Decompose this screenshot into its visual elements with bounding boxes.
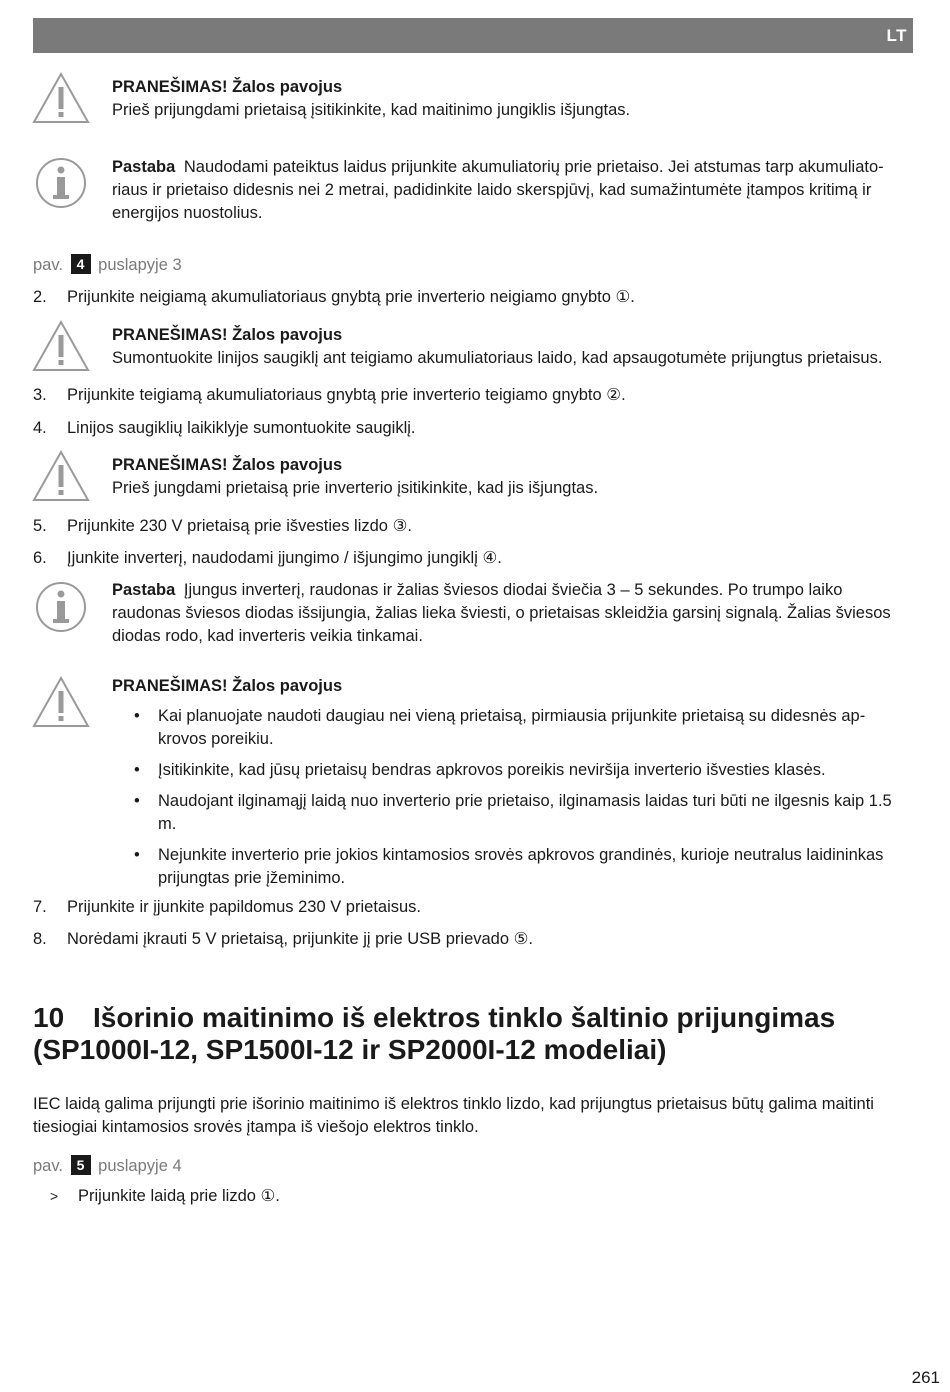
notice-text: Sumontuokite linijos saugiklį ant teigiamo akumuliatoriaus laido, kad apsaugotumėte prijungtus prietaisus. bbox=[112, 349, 883, 367]
step-3 bbox=[33, 384, 913, 407]
info-circle-icon bbox=[32, 581, 90, 633]
step-number: 7. bbox=[33, 898, 47, 916]
step-number: 2. bbox=[33, 288, 47, 306]
list-item: • Naudojant ilginamąjį laidą nuo inverterio prie prietaiso, ilginamasis laidas turi būti ne ilgesnis kaip 1.5 m. bbox=[134, 792, 892, 833]
notice-damage-risk-1 bbox=[112, 76, 912, 122]
info-circle-icon bbox=[32, 157, 90, 209]
figure-reference-4 bbox=[33, 254, 182, 277]
notice-heading: PRANEŠIMAS! Žalos pavojus bbox=[112, 677, 343, 695]
section-paragraph: IEC laidą galima prijungti prie išorinio maitinimo iš elektros tinklo lizdo, kad prijungtus prietaisus būtų galima maitinti tiesiogiai kintamosios srovės įtampa iš viešojo elektros tinklo. bbox=[33, 1095, 874, 1136]
step-text: Linijos saugiklių laikiklyje sumontuokite saugiklį. bbox=[67, 419, 416, 437]
final-step bbox=[50, 1185, 280, 1208]
note-2 bbox=[112, 579, 912, 648]
notice-heading: PRANEŠIMAS! Žalos pavojus bbox=[112, 456, 343, 474]
step-number: 6. bbox=[33, 549, 47, 567]
step-text: Įjunkite inverterį, naudodami įjungimo / išjungimo jungiklį ④. bbox=[67, 549, 502, 567]
step-4 bbox=[33, 417, 913, 440]
note-label: Pastaba bbox=[112, 158, 176, 176]
step-text: Prijunkite ir įjunkite papildomus 230 V prietaisus. bbox=[67, 898, 422, 916]
step-text: Prijunkite 230 V prietaisą prie išvesties lizdo ③. bbox=[67, 517, 412, 535]
step-2 bbox=[33, 286, 913, 309]
figure-number: 4 bbox=[71, 254, 91, 274]
notice-damage-risk-2 bbox=[112, 324, 912, 370]
figure-prefix: pav. bbox=[33, 256, 63, 274]
figure-reference-5 bbox=[33, 1155, 182, 1178]
list-item: • Kai planuojate naudoti daugiau nei vieną prietaisą, pirmiausia prijunkite prietaisą su didesnės ap-krovos poreikiu. bbox=[134, 707, 866, 748]
step-text: Prijunkite neigiamą akumuliatoriaus gnybtą prie inverterio neigiamo gnybto ①. bbox=[67, 288, 635, 306]
step-text: Prijunkite teigiamą akumuliatoriaus gnybtą prie inverterio teigiamo gnybto ②. bbox=[67, 386, 626, 404]
step-6 bbox=[33, 547, 913, 570]
note-1 bbox=[112, 156, 912, 225]
notice-damage-risk-3 bbox=[112, 454, 912, 500]
arrow-marker: > bbox=[50, 1188, 59, 1204]
notice-heading: PRANEŠIMAS! Žalos pavojus bbox=[112, 326, 343, 344]
note-text: Naudodami pateiktus laidus prijunkite akumuliatorių prie prietaiso. Jei atstumas tarp akumuliato-riaus ir prietaiso didesnis nei 2 metrai, padidinkite laido skerspjūvį, kad sumažintumėte įtampos kritimą ir energijos nuostolius. bbox=[112, 158, 884, 222]
header-bar bbox=[33, 18, 913, 53]
language-code: LT bbox=[886, 26, 907, 45]
figure-suffix: puslapyje 3 bbox=[98, 256, 182, 274]
section-title: Išorinio maitinimo iš elektros tinklo šaltinio prijungimas (SP1000I-12, SP1500I-12 ir SP2000I-12 modeliai) bbox=[33, 1002, 836, 1065]
notice-bullet-list bbox=[112, 705, 912, 890]
notice-heading: PRANEŠIMAS! Žalos pavojus bbox=[112, 78, 343, 96]
step-7 bbox=[33, 896, 913, 919]
note-label: Pastaba bbox=[112, 581, 176, 599]
step-text: Prijunkite laidą prie lizdo ①. bbox=[78, 1187, 280, 1205]
list-item: • Nejunkite inverterio prie jokios kintamosios srovės apkrovos grandinės, kurioje neutralus laidininkas prijungtas prie įžeminimo. bbox=[134, 846, 884, 887]
notice-damage-risk-4 bbox=[112, 675, 912, 698]
step-number: 5. bbox=[33, 517, 47, 535]
step-number: 3. bbox=[33, 386, 47, 404]
step-5 bbox=[33, 515, 913, 538]
page-number: 261 bbox=[911, 1368, 940, 1387]
figure-suffix: puslapyje 4 bbox=[98, 1157, 182, 1175]
figure-number: 5 bbox=[71, 1155, 91, 1175]
figure-prefix: pav. bbox=[33, 1157, 63, 1175]
warning-triangle-icon bbox=[32, 320, 90, 372]
section-heading-10 bbox=[33, 1002, 913, 1066]
notice-text: Prieš jungdami prietaisą prie inverterio įsitikinkite, kad jis išjungtas. bbox=[112, 479, 599, 497]
warning-triangle-icon bbox=[32, 450, 90, 502]
step-number: 4. bbox=[33, 419, 47, 437]
notice-text: Prieš prijungdami prietaisą įsitikinkite, kad maitinimo jungiklis išjungtas. bbox=[112, 101, 631, 119]
warning-triangle-icon bbox=[32, 676, 90, 728]
warning-triangle-icon bbox=[32, 72, 90, 124]
list-item: • Įsitikinkite, kad jūsų prietaisų bendras apkrovos poreikis neviršija inverterio išvesties klasės. bbox=[134, 761, 826, 779]
step-text: Norėdami įkrauti 5 V prietaisą, prijunkite jį prie USB prievado ⑤. bbox=[67, 930, 533, 948]
section-number: 10 bbox=[33, 1002, 65, 1033]
step-number: 8. bbox=[33, 930, 47, 948]
note-text: Įjungus inverterį, raudonas ir žalias šviesos diodai šviečia 3 – 5 sekundes. Po trumpo laiko raudonas šviesos diodas išsijungia, žalias lieka šviesti, o prietaisas skleidžia garsinį signalą. Žalias šviesos diodas rodo, kad inverteris veikia tinkamai. bbox=[112, 581, 891, 645]
step-8 bbox=[33, 928, 913, 951]
